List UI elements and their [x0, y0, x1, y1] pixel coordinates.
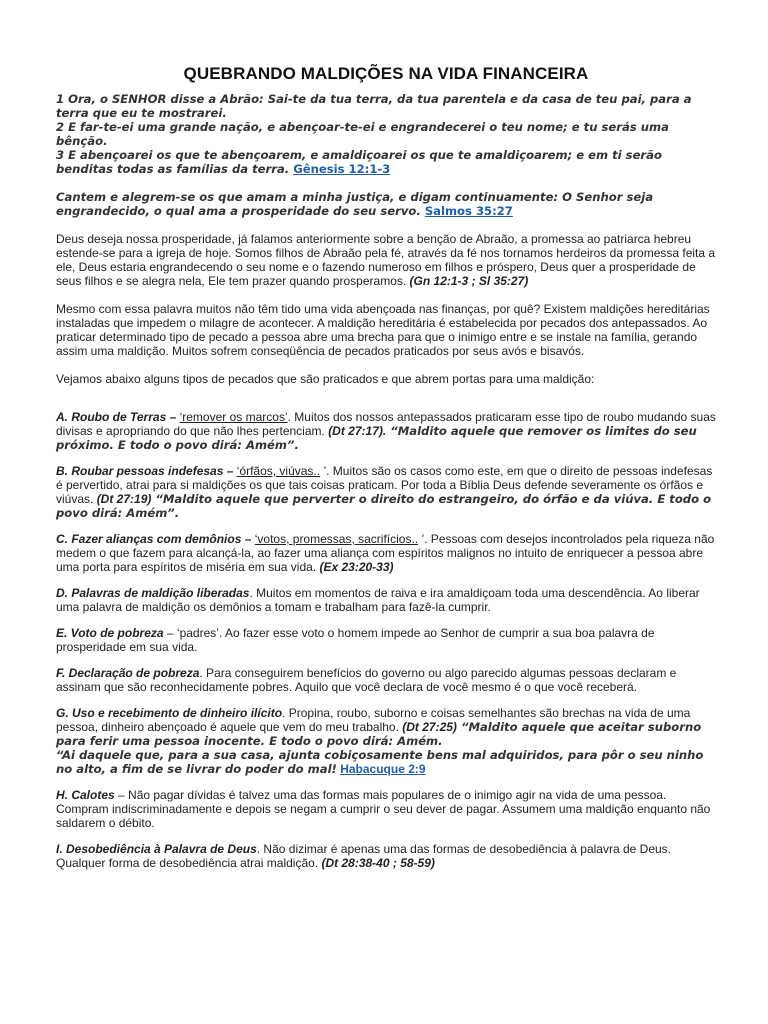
- item-g-ref: (Dt 27:25): [402, 720, 457, 734]
- list-item-h: [56, 788, 716, 830]
- item-b-quote: ‘órfãos, viúvas..: [236, 464, 321, 478]
- item-c-head: C. Fazer alianças com demônios: [56, 532, 242, 546]
- item-i-ref: (Dt 28:38-40 ; 58-59): [321, 856, 435, 870]
- item-f-head: F. Declaração de pobreza: [56, 666, 200, 680]
- item-a-verse: “Maldito aquele que remover os limites do seu próximo. E todo o povo dirá: Amém”.: [56, 424, 697, 452]
- item-i-head: I. Desobediência à Palavra de Deus: [56, 842, 257, 856]
- item-b-text: ’. Muitos são os casos como este, em que o direito de pessoas indefesas é pervertido, atrai para si maldições os que tais coisas praticam. Por toda a Bíblia Deus defende severamente os órfãos e viúvas.: [56, 464, 713, 506]
- paragraph-prosperity-text: Deus deseja nossa prosperidade, já falamos anteriormente sobre a benção de Abraão, a promessa ao patriarca hebreu estende-se para a igreja de hoje. Somos filhos de Abraão pela fé, através da fé nos tornamos herdeiros da promessa feita a ele, Deus estaria engrandecendo o seu nome e o fazendo numeroso em filhos e próspero, Deus quer a prosperidade de seus filhos e se alegra nela, Ele tem prazer quando prosperamos.: [56, 232, 716, 288]
- verse-3: [56, 148, 716, 176]
- item-g-head: G. Uso e recebimento de dinheiro ilícito: [56, 706, 283, 720]
- verse-2: 2 E far-te-ei uma grande nação, e abençoar-te-ei e engrandecerei o teu nome; e tu serás uma bênção.: [56, 120, 669, 148]
- item-d-head: D. Palavras de maldição liberadas: [56, 586, 250, 600]
- item-h-head: H. Calotes: [56, 788, 115, 802]
- item-i-text: . Não dizimar é apenas uma das formas de desobediência à palavra de Deus. Qualquer forma de desobediência atrai maldição.: [56, 842, 672, 870]
- verse-3-text: 3 E abençoarei os que te abençoarem, e amaldiçoarei os que te amaldiçoarem; e em ti serão benditas todas as famílias da terra.: [56, 148, 662, 176]
- item-c-text: ’. Pessoas com desejos incontrolados pela riqueza não medem o que fazem para alcançá-la, ao fazer uma aliança com espíritos malignos no intuito de enriquecer a pessoa abre uma porta para espíritos de miséria em sua vida.: [56, 532, 715, 574]
- item-b-verse: “Maldito aquele que perverter o direito do estrangeiro, do órfão e da viúva. E todo o povo dirá: Amém”.: [56, 492, 712, 520]
- item-e-head: E. Voto de pobreza: [56, 626, 164, 640]
- paragraph-prosperity: [56, 232, 716, 288]
- genesis-link[interactable]: Gênesis 12:1-3: [293, 162, 391, 176]
- verse-1: 1 Ora, o SENHOR disse a Abrão: Sai-te da tua terra, da tua parentela e da casa de teu pai, para a terra que eu te mostrarei.: [56, 92, 692, 120]
- item-a-quote: ‘remover os marcos’: [179, 410, 288, 424]
- document-page: [56, 64, 716, 882]
- item-a-text: . Muitos dos nossos antepassados praticaram esse tipo de roubo mudando suas divisas e apropriando do que não lhes pertenciam.: [56, 410, 716, 438]
- item-h-text: – Não pagar dívidas é talvez uma das formas mais populares de o inimigo agir na vida de uma pessoa. Compram indiscriminadamente e depois se negam a cumprir o seu dever de pagar. Assumem uma maldição enquanto não saldarem o débito.: [56, 788, 711, 830]
- list-item-f: [56, 666, 716, 694]
- item-e-text: – ‘padres’. Ao fazer esse voto o homem impede ao Senhor de cumprir a sua boa palavra de prosperidade em sua vida.: [56, 626, 655, 654]
- psalm-link[interactable]: Salmos 35:27: [424, 204, 513, 218]
- item-b-head: B. Roubar pessoas indefesas: [56, 464, 224, 478]
- item-c-quote: ‘votos, promessas, sacrifícios..: [254, 532, 419, 546]
- item-c-ref: (Ex 23:20-33): [319, 560, 394, 574]
- psalm-verse: [56, 190, 716, 218]
- paragraph-curses: Mesmo com essa palavra muitos não têm tido uma vida abençoada nas finanças, por quê? Existem maldições hereditárias instaladas que impedem o milagre de acontecer. A maldição hereditária é estabelecida por pecados dos antepassados. Ao praticar determinado tipo de pecado a pessoa abre uma brecha para que o inimigo entre e se instale na família, gerando assim uma maldição. Muitos sofrem conseqüência de pecados praticados por seus avós e bisavós.: [56, 302, 710, 358]
- genesis-verses: [56, 92, 716, 176]
- list-item-d: [56, 586, 716, 614]
- list-item-e: [56, 626, 716, 654]
- item-g-verse: “Maldito aquele que aceitar suborno para ferir uma pessoa inocente. E todo o povo dirá: Amém.: [56, 720, 702, 748]
- item-a-ref: (Dt 27:17).: [328, 424, 387, 438]
- item-g-verse-2: “Ai daquele que, para a sua casa, ajunta cobiçosamente bens mal adquiridos, para pôr o seu ninho no alto, a fim de se livrar do poder do mal!: [56, 748, 704, 776]
- item-b-dash: –: [223, 464, 237, 478]
- item-g-text: . Propina, roubo, suborno e coisas semelhantes são brechas na vida de uma pessoa, dinheiro abençoado é aquele que vem do meu trabalho.: [56, 706, 691, 734]
- psalm-text: Cantem e alegrem-se os que amam a minha justiça, e digam continuamente: O Senhor seja engrandecido, o qual ama a prosperidade do seu servo.: [56, 190, 654, 218]
- list-item-i: [56, 842, 716, 870]
- list-item-g: [56, 706, 716, 776]
- paragraph-intro-list: Vejamos abaixo alguns tipos de pecados que são praticados e que abrem portas para uma maldição:: [56, 372, 595, 386]
- item-c-dash: –: [241, 532, 255, 546]
- list-item-b: [56, 464, 716, 520]
- item-d-text: . Muitos em momentos de raiva e ira amaldiçoam toda uma descendência. Ao liberar uma palavra de maldição os demônios a tomam e trabalham para fazê-la cumprir.: [56, 586, 700, 614]
- list-item-a: [56, 410, 716, 452]
- page-title: QUEBRANDO MALDIÇÕES NA VIDA FINANCEIRA: [183, 64, 589, 83]
- habacuque-link[interactable]: Habacuque 2:9: [340, 762, 426, 776]
- paragraph-prosperity-ref: (Gn 12:1-3 ; Sl 35:27): [409, 274, 529, 288]
- item-b-ref: (Dt 27:19): [96, 492, 152, 506]
- list-item-c: [56, 532, 716, 574]
- item-f-text: . Para conseguirem benefícios do governo ou algo parecido algumas pessoas declaram e assinam que são reconhecidamente pobres. Aquilo que você declara de você mesmo é o que você receberá.: [56, 666, 677, 694]
- item-a-dash: –: [166, 410, 180, 424]
- item-a-head: A. Roubo de Terras: [56, 410, 167, 424]
